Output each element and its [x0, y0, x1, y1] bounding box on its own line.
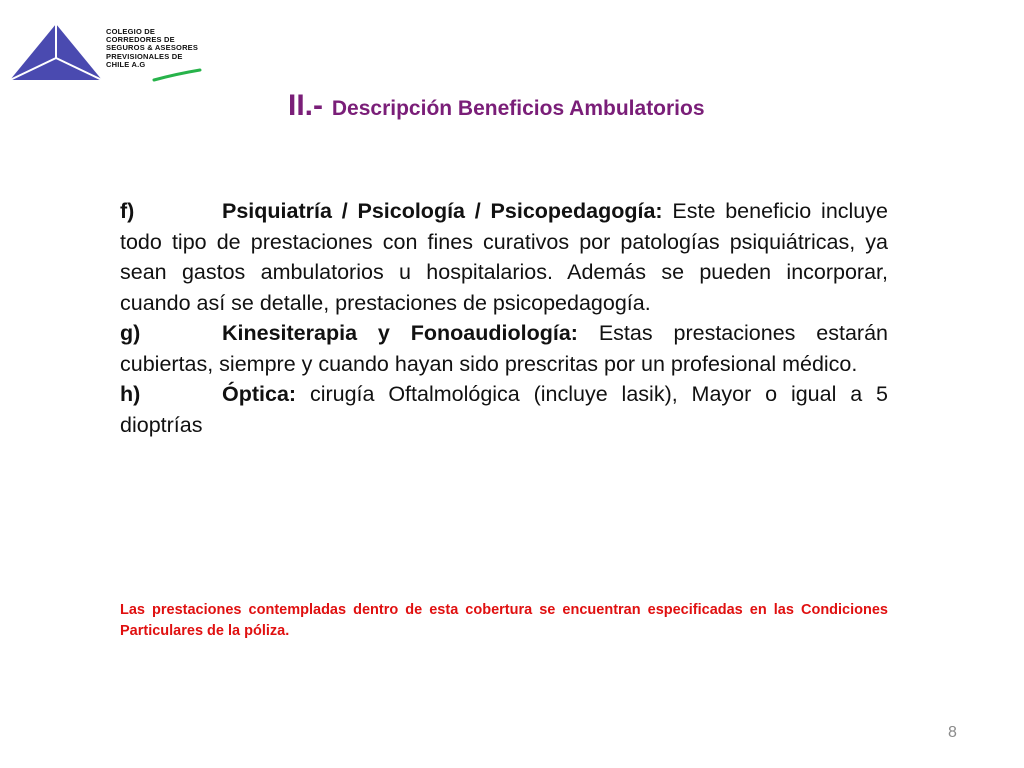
item-term: Óptica:	[222, 382, 297, 406]
logo-line: SEGUROS & ASESORES	[106, 43, 199, 53]
item-text: Estas prestaciones estarán cubiertas, siempre y cuando hayan sido prescritas por un profesional médico.	[120, 321, 888, 376]
title-text: Descripción Beneficios Ambulatorios	[331, 97, 705, 120]
list-item	[120, 379, 888, 440]
green-swoosh-icon	[8, 22, 228, 84]
page-title	[288, 86, 705, 123]
logo	[8, 22, 228, 84]
benefits-list	[120, 196, 888, 440]
item-term: Kinesiterapia y Fonoaudiología:	[222, 321, 578, 345]
logo-line: PREVISIONALES DE	[106, 51, 183, 61]
item-letter: h)	[120, 382, 141, 406]
coverage-note: Las prestaciones contempladas dentro de esta cobertura se encuentran especificadas en las Condiciones Particulares de la póliza.	[120, 602, 888, 639]
logo-line: CHILE A.G	[106, 59, 146, 69]
logo-line: CORREDORES DE	[106, 35, 175, 45]
item-text: Este beneficio incluye todo tipo de prestaciones con fines curativos por patologías psiquiátricas, ya sean gastos ambulatorios u hospitalarios. Además se pueden incorporar, cuando así se detalle, prestaciones de psicopedagogía.	[120, 199, 888, 315]
item-text: cirugía Oftalmológica (incluye lasik), Mayor o igual a 5 dioptrías	[120, 382, 888, 437]
item-letter: g)	[120, 321, 141, 345]
page-number: 8	[948, 724, 957, 741]
title-prefix: II.-	[288, 89, 323, 122]
item-letter: f)	[120, 199, 135, 223]
list-item	[120, 196, 888, 318]
list-item	[120, 318, 888, 379]
logo-line: COLEGIO DE	[106, 27, 156, 36]
item-term: Psiquiatría / Psicología / Psicopedagogía:	[222, 199, 663, 223]
